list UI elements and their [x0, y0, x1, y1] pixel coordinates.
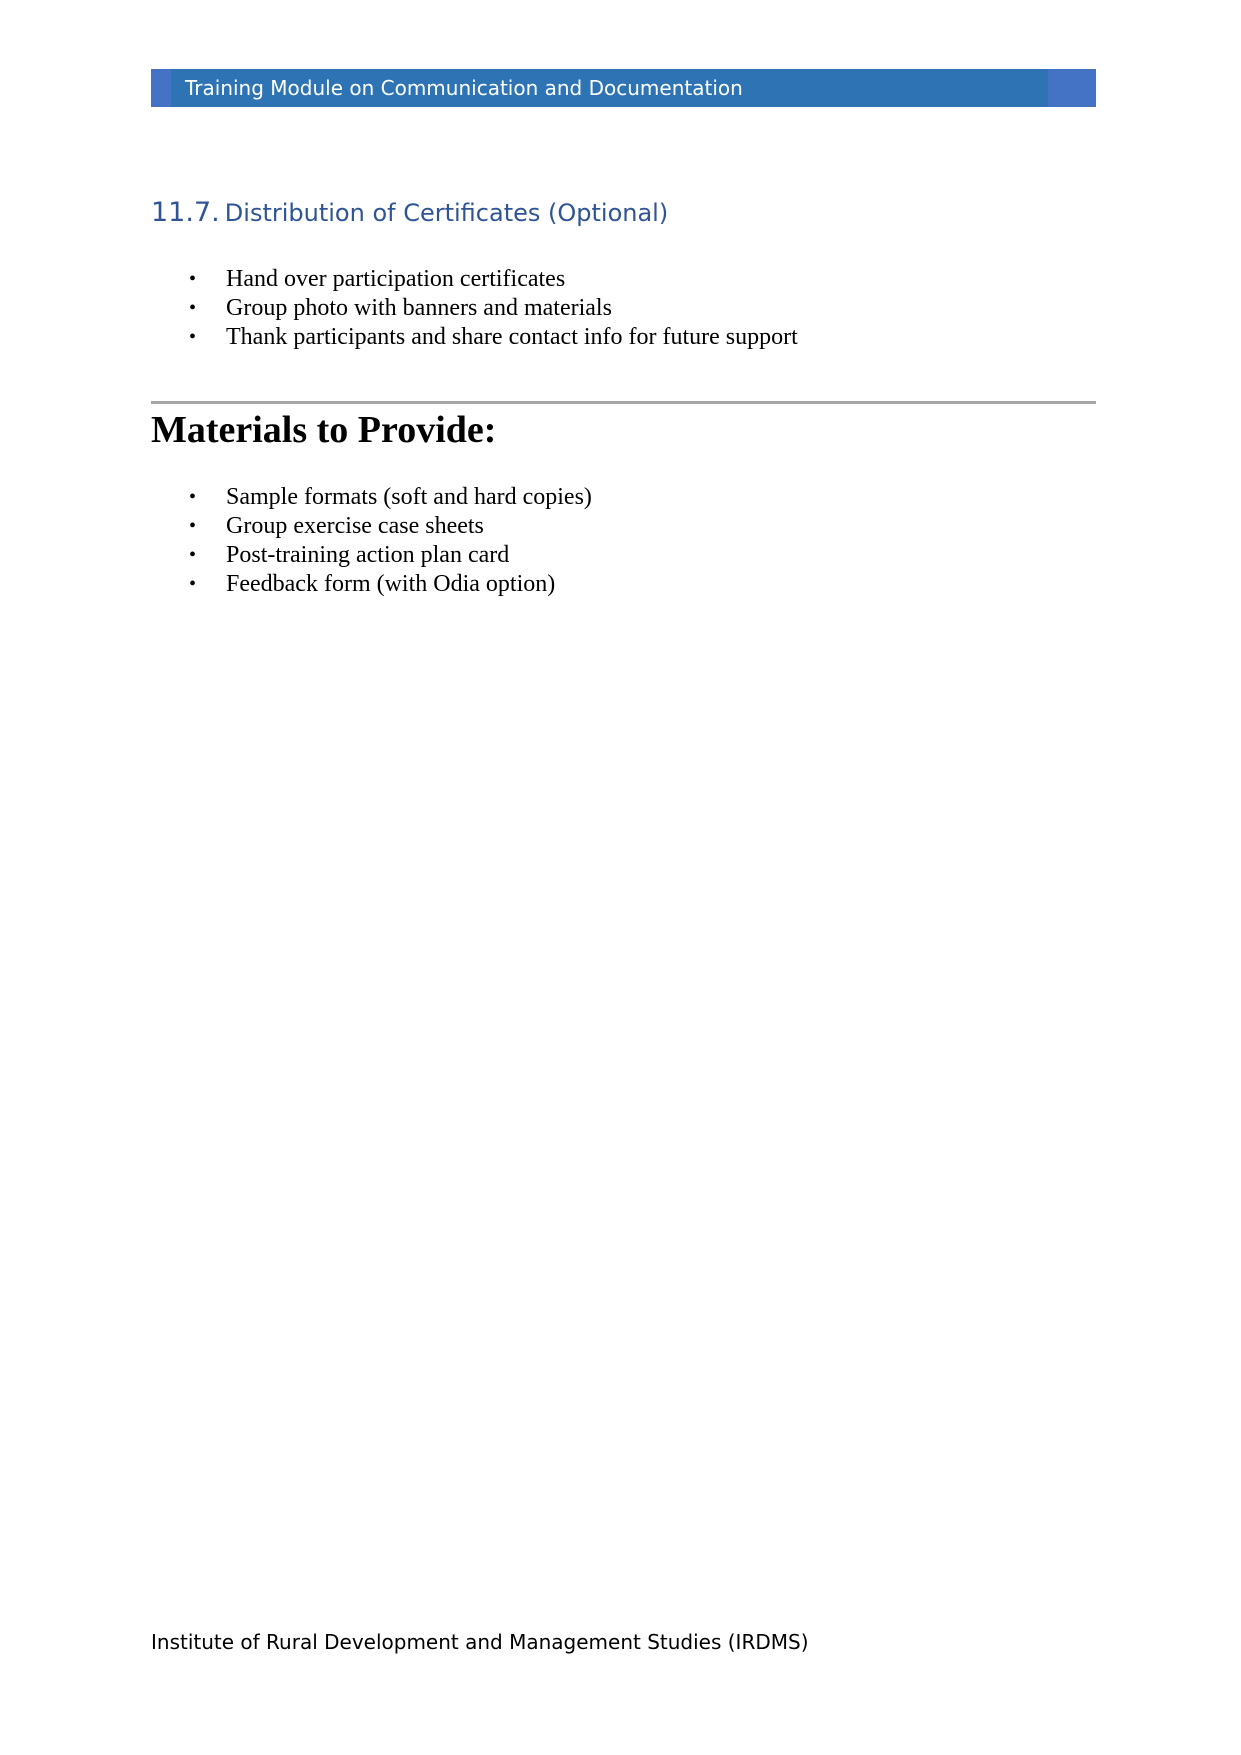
- list-item: [151, 570, 592, 599]
- bullet-icon: •: [189, 544, 197, 566]
- list-item-text: Post-training action plan card: [226, 542, 510, 568]
- list-item-text: Thank participants and share contact info for future support: [226, 324, 798, 350]
- bullet-icon: •: [189, 268, 197, 290]
- section-heading: [151, 197, 668, 228]
- list-item-text: Group photo with banners and materials: [226, 295, 612, 321]
- horizontal-divider: [151, 401, 1096, 404]
- materials-heading: Materials to Provide:: [151, 409, 497, 451]
- header-accent-right: [1048, 69, 1096, 107]
- bullet-icon: •: [189, 573, 197, 595]
- list-item-text: Sample formats (soft and hard copies): [226, 484, 592, 510]
- section-title: Distribution of Certificates (Optional): [224, 199, 669, 227]
- list-item: [151, 294, 798, 323]
- header-accent-left: [151, 69, 171, 107]
- page-footer: Institute of Rural Development and Management Studies (IRDMS): [151, 1630, 809, 1654]
- list-item: [151, 265, 798, 294]
- bullet-icon: •: [189, 515, 197, 537]
- list-item-text: Feedback form (with Odia option): [226, 571, 556, 597]
- section-number: 11.7.: [151, 197, 220, 228]
- list-item: [151, 323, 798, 352]
- bullet-icon: •: [189, 326, 197, 348]
- page-header-band: [151, 69, 1096, 107]
- list-item-text: Group exercise case sheets: [226, 513, 484, 539]
- materials-list: [151, 483, 592, 599]
- list-item-text: Hand over participation certificates: [226, 266, 566, 292]
- running-header-title: Training Module on Communication and Documentation: [185, 76, 743, 100]
- list-item: [151, 483, 592, 512]
- bullet-icon: •: [189, 486, 197, 508]
- bullet-icon: •: [189, 297, 197, 319]
- list-item: [151, 512, 592, 541]
- certificates-list: [151, 265, 798, 352]
- list-item: [151, 541, 592, 570]
